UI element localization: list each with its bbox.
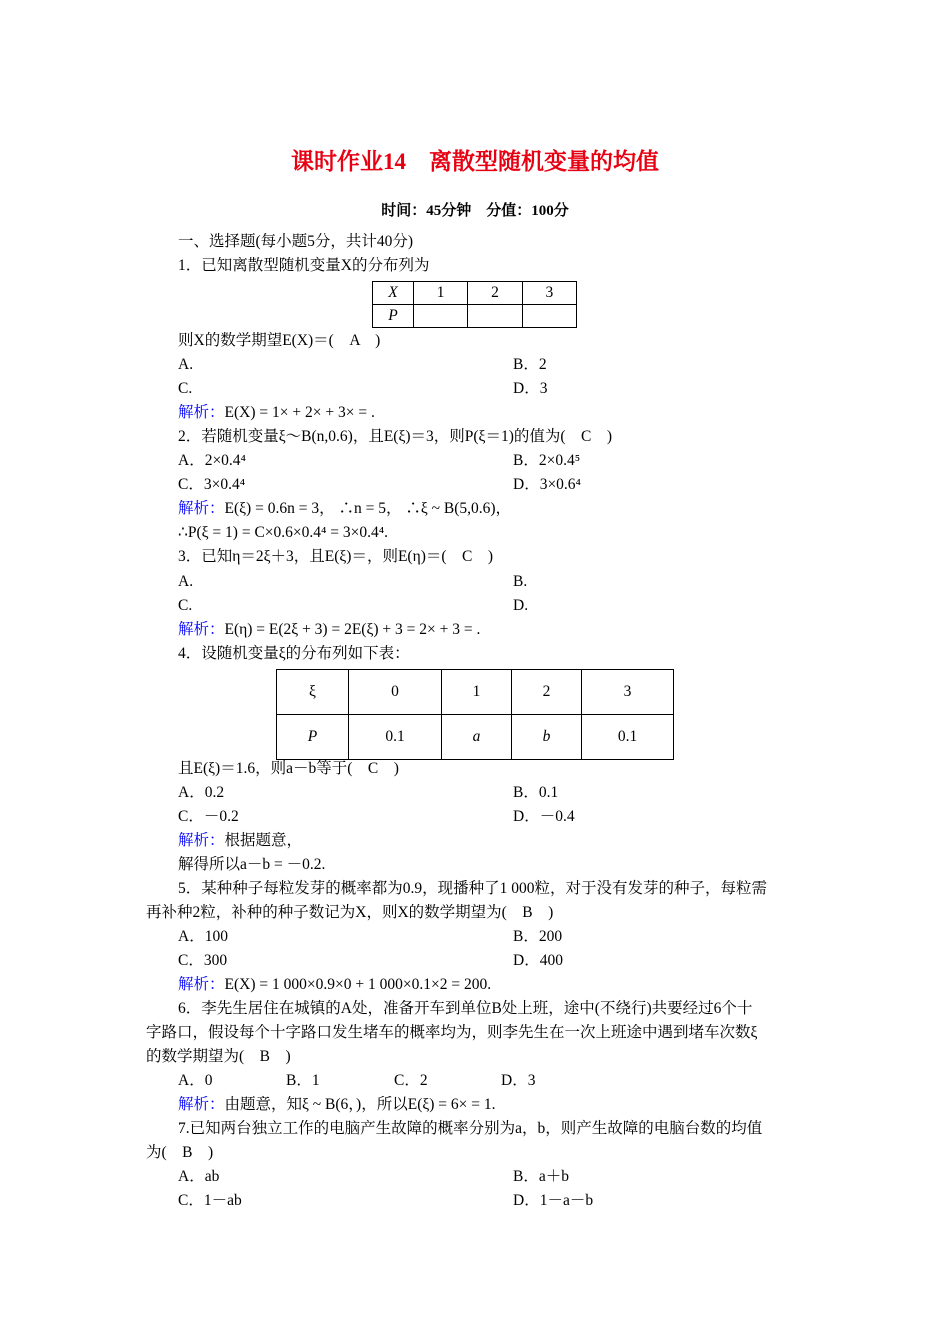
question-5-stem: 5．某种种子每粒发芽的概率都为0.9，现播种了1 000粒，对于没有发芽的种子，每粒需	[178, 880, 768, 897]
table-cell	[522, 305, 576, 328]
q1-distribution-table	[372, 281, 577, 328]
table-cell: a	[442, 715, 512, 760]
table-cell: b	[512, 715, 582, 760]
question-1-stem: 1．已知离散型随机变量X的分布列为	[178, 257, 430, 274]
q2-solution: 解析：E(ξ) = 0.6n = 3， ∴n = 5， ∴ξ ~ B(5,0.6)，	[178, 500, 512, 517]
question-2-stem: 2．若随机变量ξ～B(n,0.6)，且E(ξ)＝3，则P(ξ＝1)的值为( C )	[178, 428, 613, 445]
page-title: 课时作业14 离散型随机变量的均值	[291, 149, 659, 174]
question-7-stem: 7.已知两台独立工作的电脑产生故障的概率分别为a，b，则产生故障的电脑台数的均值	[178, 1120, 763, 1137]
table-cell: 3	[522, 282, 576, 305]
table-cell	[414, 305, 468, 328]
q7-option-c: C．1－ab	[178, 1192, 242, 1209]
time-score-info: 时间：45分钟 分值：100分	[381, 203, 569, 219]
section-heading: 一、选择题(每小题5分，共计40分)	[178, 233, 414, 250]
solution-label: 解析：	[178, 1096, 225, 1113]
question-4-stem: 4．设随机变量ξ的分布列如下表：	[178, 645, 410, 662]
q3-option-c: C.	[178, 597, 193, 614]
q2-option-d: D．3×0.6⁴	[513, 476, 581, 493]
q4-option-d: D．－0.4	[513, 808, 575, 825]
q7-option-a: A．ab	[178, 1168, 220, 1185]
table-cell: 1	[414, 282, 468, 305]
question-4-ask: 且E(ξ)＝1.6，则a－b等于( C )	[178, 760, 399, 777]
question-7-stem-line-2: 为( B )	[146, 1144, 214, 1161]
q4-option-b: B．0.1	[513, 784, 559, 801]
q1-option-b: B．2	[513, 356, 547, 373]
table-cell: 3	[582, 670, 674, 715]
table-cell: 2	[512, 670, 582, 715]
table-cell: X	[373, 282, 414, 305]
q2-option-a: A．2×0.4⁴	[178, 452, 246, 469]
table-row	[373, 305, 577, 328]
q6-option-d: D．3	[501, 1072, 536, 1089]
question-6-stem: 6．李先生居住在城镇的A处，准备开车到单位B处上班，途中(不绕行)共要经过6个十	[178, 1000, 753, 1017]
table-cell: ξ	[277, 670, 349, 715]
question-5-stem-line-2: 再补种2粒，补种的种子数记为X，则X的数学期望为( B )	[146, 904, 554, 921]
q2-option-b: B．2×0.4⁵	[513, 452, 581, 469]
question-3-stem: 3．已知η＝2ξ＋3，且E(ξ)＝，则E(η)＝( C )	[178, 548, 494, 565]
q7-option-d: D．1－a－b	[513, 1192, 594, 1209]
q5-option-a: A．100	[178, 928, 228, 945]
table-cell: 0.1	[582, 715, 674, 760]
q4-solution: 解析：根据题意，	[178, 832, 303, 849]
table-row	[277, 670, 674, 715]
q6-option-c: C．2	[394, 1072, 428, 1089]
table-cell: 0.1	[349, 715, 442, 760]
question-6-stem-line-2: 字路口，假设每个十字路口发生堵车的概率均为，则李先生在一次上班途中遇到堵车次数ξ	[146, 1024, 758, 1041]
solution-label: 解析：	[178, 976, 225, 993]
table-row	[277, 715, 674, 760]
solution-label: 解析：	[178, 404, 225, 421]
question-1-ask: 则X的数学期望E(X)＝( A )	[178, 332, 381, 349]
q1-option-a: A.	[178, 356, 194, 373]
q2-option-c: C．3×0.4⁴	[178, 476, 246, 493]
q5-option-d: D．400	[513, 952, 563, 969]
question-6-stem-line-3: 的数学期望为( B )	[146, 1048, 291, 1065]
q4-distribution-table	[276, 669, 674, 760]
q4-solution-line-2: 解得所以a－b = －0.2.	[178, 856, 326, 873]
q4-option-a: A．0.2	[178, 784, 225, 801]
q1-option-d: D．3	[513, 380, 548, 397]
q2-solution-line-2: ∴P(ξ = 1) = C×0.6×0.4⁴ = 3×0.4⁴.	[178, 524, 389, 541]
q3-option-d: D.	[513, 597, 529, 614]
table-cell: 2	[468, 282, 522, 305]
q6-option-a: A．0	[178, 1072, 213, 1089]
q7-option-b: B．a＋b	[513, 1168, 569, 1185]
q3-option-b: B.	[513, 573, 528, 590]
q1-option-c: C.	[178, 380, 193, 397]
solution-label: 解析：	[178, 621, 225, 638]
table-cell: 0	[349, 670, 442, 715]
q4-option-c: C．－0.2	[178, 808, 239, 825]
q5-option-c: C．300	[178, 952, 228, 969]
table-cell	[468, 305, 522, 328]
solution-label: 解析：	[178, 832, 225, 849]
table-cell: P	[373, 305, 414, 328]
solution-label: 解析：	[178, 500, 225, 517]
q3-solution: 解析：E(η) = E(2ξ + 3) = 2E(ξ) + 3 = 2× + 3 = .	[178, 621, 481, 638]
q5-solution: 解析：E(X) = 1 000×0.9×0 + 1 000×0.1×2 = 200.	[178, 976, 492, 993]
table-row	[373, 282, 577, 305]
q6-option-b: B．1	[286, 1072, 320, 1089]
q3-option-a: A.	[178, 573, 194, 590]
q1-solution: 解析：E(X) = 1× + 2× + 3× = .	[178, 404, 375, 421]
q6-solution: 解析：由题意，知ξ ~ B(6，)，所以E(ξ) = 6× = 1.	[178, 1096, 496, 1113]
q5-option-b: B．200	[513, 928, 563, 945]
table-cell: 1	[442, 670, 512, 715]
table-cell: P	[277, 715, 349, 760]
